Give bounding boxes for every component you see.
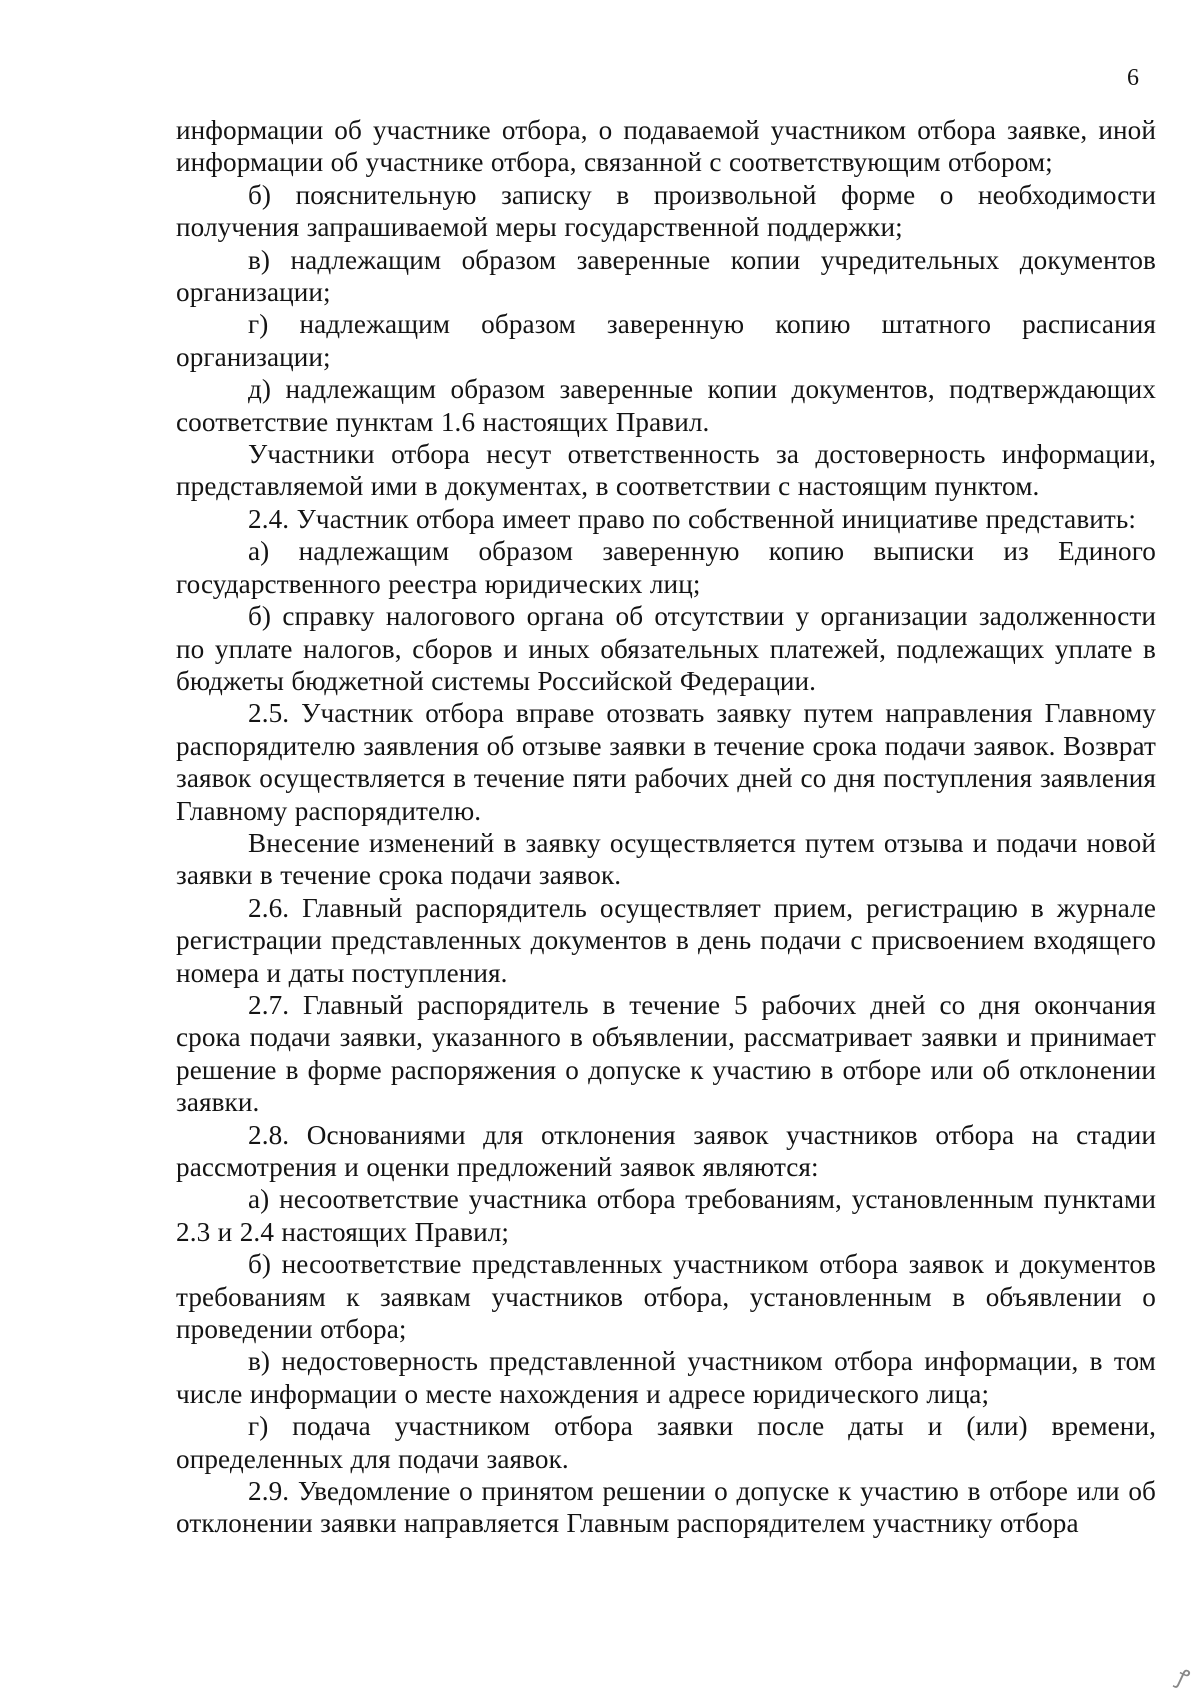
- paragraph: 2.4. Участник отбора имеет право по собственной инициативе представить:: [248, 503, 1137, 534]
- paragraph: 2.5. Участник отбора вправе отозвать заявку путем направления Главному распорядителю заявления об отзыве заявки в течение срока подачи заявок. Возврат заявок осуществляется в течение пяти рабочих дней со дня поступления заявления Главному распорядителю.: [176, 698, 1156, 826]
- paragraph: а) надлежащим образом заверенную копию выписки из Единого государственного реестра юридических лиц;: [176, 536, 1156, 599]
- paragraph: г) подача участником отбора заявки после даты и (или) времени, определенных для подачи заявок.: [176, 1411, 1156, 1474]
- paragraph: 2.7. Главный распорядитель в течение 5 рабочих дней со дня окончания срока подачи заявки, указанного в объявлении, рассматривает заявки и принимает решение в форме распоряжения о допуске к участию в отборе или об отклонении заявки.: [176, 989, 1156, 1118]
- paragraph: в) недостоверность представленной участником отбора информации, в том числе информации о месте нахождения и адресе юридического лица;: [176, 1346, 1156, 1409]
- paragraph: 2.6. Главный распорядитель осуществляет прием, регистрацию в журнале регистрации представленных документов в день подачи с присвоением входящего номера и даты поступления.: [176, 892, 1156, 988]
- paragraph: информации об участнике отбора, о подаваемой участником отбора заявке, иной информации об участнике отбора, связанной с соответствующим отбором;: [176, 115, 1156, 178]
- paragraph: 2.8. Основаниями для отклонения заявок участников отбора на стадии рассмотрения и оценки предложений заявок являются:: [176, 1119, 1156, 1182]
- paragraph: а) несоответствие участника отбора требованиям, установленным пунктами 2.3 и 2.4 настоящих Правил;: [176, 1184, 1156, 1247]
- paragraph: Внесение изменений в заявку осуществляется путем отзыва и подачи новой заявки в течение срока подачи заявок.: [176, 827, 1156, 891]
- paragraph: Участники отбора несут ответственность за достоверность информации, представляемой ими в документах, в соответствии с настоящим пунктом.: [176, 439, 1156, 502]
- paragraph: в) надлежащим образом заверенные копии учредительных документов организации;: [176, 244, 1156, 308]
- scan-mark: ꝭ: [1172, 1663, 1194, 1691]
- page-number: 6: [1127, 65, 1139, 91]
- paragraph: д) надлежащим образом заверенные копии документов, подтверждающих соответствие пунктам 1.6 настоящих Правил.: [176, 374, 1156, 437]
- paragraph: б) пояснительную записку в произвольной форме о необходимости получения запрашиваемой меры государственной поддержки;: [176, 179, 1156, 243]
- paragraph: б) справку налогового органа об отсутствии у организации задолженности по уплате налогов, сборов и иных обязательных платежей, подлежащих уплате в бюджеты бюджетной системы Российской Федерации.: [176, 601, 1156, 696]
- paragraph: г) надлежащим образом заверенную копию штатного расписания организации;: [176, 309, 1156, 372]
- paragraph: 2.9. Уведомление о принятом решении о допуске к участию в отборе или об отклонении заявки направляется Главным распорядителем участнику отбора: [176, 1476, 1156, 1539]
- paragraph: б) несоответствие представленных участником отбора заявок и документов требованиям к заявкам участников отбора, установленным в объявлении о проведении отбора;: [176, 1249, 1156, 1345]
- document-body: [176, 114, 1156, 1540]
